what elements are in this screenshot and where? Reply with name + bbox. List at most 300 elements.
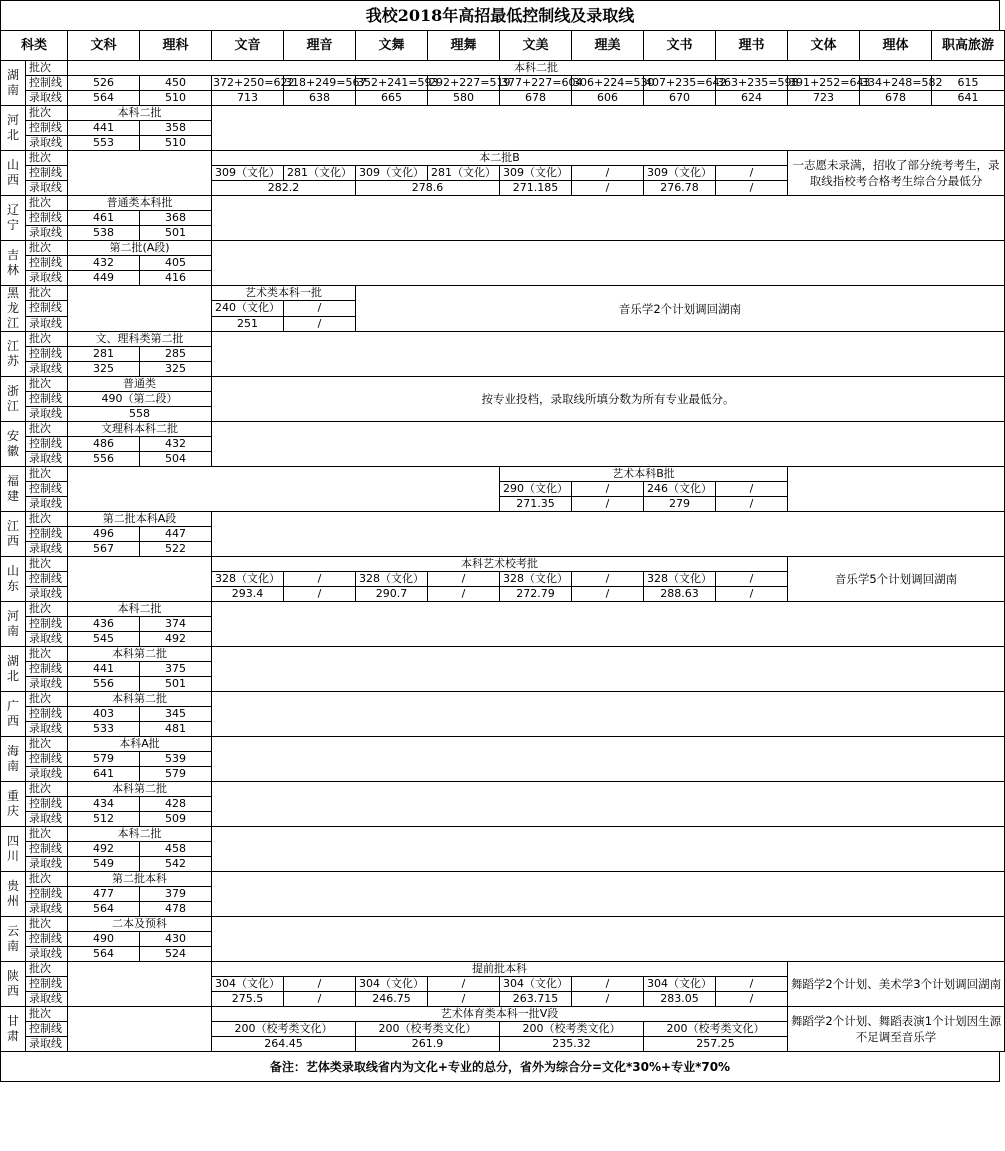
control-cell: 458 (140, 842, 212, 857)
admit-cell: / (284, 587, 356, 602)
control-cell: 377+227=604 (501, 76, 583, 89)
control-cell: 379 (140, 887, 212, 902)
empty-area (212, 692, 1005, 737)
province-name: 甘肃 (1, 1007, 26, 1052)
admit-cell: 512 (68, 812, 140, 827)
province-name: 江西 (1, 512, 26, 557)
control-cell: 290（文化） (500, 482, 572, 497)
admit-cell: 325 (140, 362, 212, 377)
admit-cell: 501 (140, 226, 212, 241)
control-cell: 428 (140, 797, 212, 812)
row-label: 批次 (26, 512, 68, 527)
control-cell: 461 (68, 211, 140, 226)
row-label: 控制线 (26, 392, 68, 407)
admit-cell: 564 (68, 902, 140, 917)
control-cell: 375 (140, 662, 212, 677)
province-name: 黑龙江 (1, 286, 26, 332)
row-label: 批次 (26, 286, 68, 301)
admit-cell: 283.05 (644, 992, 716, 1007)
control-cell: 328（文化） (644, 572, 716, 587)
admit-cell: / (572, 497, 644, 512)
batch-cell: 本科第二批 (68, 782, 212, 797)
admit-cell: 278.6 (356, 181, 500, 196)
province-name: 江苏 (1, 332, 26, 377)
row-label: 控制线 (26, 842, 68, 857)
row-label: 批次 (26, 196, 68, 211)
province-name: 吉林 (1, 241, 26, 286)
batch-cell: 艺术体育类本科一批V段 (212, 1007, 788, 1022)
admit-cell: 556 (68, 677, 140, 692)
row-label: 批次 (26, 962, 68, 977)
row-label: 批次 (26, 602, 68, 617)
control-cell: 526 (68, 76, 140, 91)
footnote: 备注：艺体类录取线省内为文化+专业的总分，省外为综合分=文化*30%+专业*70% (0, 1052, 1000, 1082)
row-label: 批次 (26, 692, 68, 707)
admit-cell: 542 (140, 857, 212, 872)
control-cell: 430 (140, 932, 212, 947)
admit-cell: 524 (140, 947, 212, 962)
header-cell: 文舞 (356, 31, 428, 61)
admit-cell: / (572, 992, 644, 1007)
control-cell: 309（文化） (644, 166, 716, 181)
admit-cell: 272.79 (500, 587, 572, 602)
admit-cell: 261.9 (356, 1037, 500, 1052)
province-batch-row (1, 872, 1005, 887)
header-cell: 理美 (572, 31, 644, 61)
row-label: 批次 (26, 151, 68, 166)
header-cell: 文美 (500, 31, 572, 61)
control-cell: / (716, 166, 788, 181)
empty-area (68, 151, 212, 196)
row-label: 录取线 (26, 992, 68, 1007)
row-label: 录取线 (26, 857, 68, 872)
admit-cell: 271.35 (500, 497, 572, 512)
control-cell: 490 (68, 932, 140, 947)
admit-cell: 567 (68, 542, 140, 557)
admit-cell: 263.715 (500, 992, 572, 1007)
control-cell: 450 (140, 76, 212, 91)
batch-cell: 普通类 (68, 377, 212, 392)
row-label: 录取线 (26, 947, 68, 962)
control-cell: / (572, 482, 644, 497)
province-batch-row (1, 917, 1005, 932)
row-label: 批次 (26, 782, 68, 797)
province-control-row (1, 76, 1005, 91)
empty-area (212, 737, 1005, 782)
row-label: 控制线 (26, 977, 68, 992)
empty-area (212, 241, 1005, 286)
province-name: 河南 (1, 602, 26, 647)
batch-cell: 本科二批 (68, 61, 1005, 76)
row-label: 批次 (26, 422, 68, 437)
header-cell: 理音 (284, 31, 356, 61)
control-cell: 374 (140, 617, 212, 632)
province-name: 云南 (1, 917, 26, 962)
batch-cell: 文、理科类第二批 (68, 332, 212, 347)
admit-cell: 290.7 (356, 587, 428, 602)
row-label: 控制线 (26, 797, 68, 812)
province-batch-row (1, 602, 1005, 617)
row-label: 录取线 (26, 632, 68, 647)
control-cell: 352+241=593 (357, 76, 439, 89)
row-label: 控制线 (26, 527, 68, 542)
province-admit-row (1, 91, 1005, 106)
province-batch-row (1, 286, 1005, 301)
admit-cell: 638 (284, 91, 356, 106)
province-name: 陕西 (1, 962, 26, 1007)
control-cell: 579 (68, 752, 140, 767)
row-label: 录取线 (26, 902, 68, 917)
control-cell: 281（文化） (428, 166, 500, 181)
empty-area (68, 467, 500, 512)
province-batch-row (1, 962, 1005, 977)
control-cell: 368 (140, 211, 212, 226)
province-name: 安徽 (1, 422, 26, 467)
control-cell: 328（文化） (500, 572, 572, 587)
note-cell: 音乐学5个计划调回湖南 (788, 557, 1005, 602)
control-cell: 304（文化） (644, 977, 716, 992)
admit-cell: / (716, 992, 788, 1007)
note-cell: 一志愿未录满，招收了部分统考考生，录取线指校考合格考生综合分最低分 (788, 151, 1005, 196)
province-batch-row (1, 737, 1005, 752)
control-cell: / (716, 572, 788, 587)
header-cell: 理书 (716, 31, 788, 61)
row-label: 控制线 (26, 301, 68, 316)
province-batch-row (1, 1007, 1005, 1022)
header-cell: 职高旅游 (932, 31, 1005, 61)
control-cell: 539 (140, 752, 212, 767)
province-name: 辽宁 (1, 196, 26, 241)
admit-cell: 641 (68, 767, 140, 782)
province-batch-row (1, 106, 1005, 121)
row-label: 控制线 (26, 347, 68, 362)
header-cell: 文体 (788, 31, 860, 61)
header-cell: 理科 (140, 31, 212, 61)
admit-cell: 504 (140, 452, 212, 467)
row-label: 控制线 (26, 121, 68, 136)
control-cell: 490（第二段） (68, 392, 212, 407)
admit-cell: 670 (644, 91, 716, 106)
row-label: 控制线 (26, 617, 68, 632)
province-name: 山西 (1, 151, 26, 196)
admit-cell: 449 (68, 271, 140, 286)
empty-area (212, 782, 1005, 827)
batch-cell: 第二批(A段) (68, 241, 212, 256)
province-name: 湖南 (1, 61, 26, 106)
province-name: 福建 (1, 467, 26, 512)
admit-cell: / (716, 181, 788, 196)
admit-cell: 641 (932, 91, 1005, 106)
note-cell: 按专业投档，录取线所填分数为所有专业最低分。 (212, 377, 1005, 422)
row-label: 批次 (26, 106, 68, 121)
control-cell: 328（文化） (356, 572, 428, 587)
row-label: 批次 (26, 61, 68, 76)
empty-area (788, 467, 1005, 512)
province-name: 浙江 (1, 377, 26, 422)
province-name: 海南 (1, 737, 26, 782)
empty-area (212, 196, 1005, 241)
batch-cell: 普通类本科批 (68, 196, 212, 211)
province-name: 湖北 (1, 647, 26, 692)
batch-cell: 本二批B (212, 151, 788, 166)
admit-cell: / (284, 316, 356, 331)
batch-cell: 艺术本科B批 (500, 467, 788, 482)
row-label: 控制线 (26, 887, 68, 902)
admit-cell: 533 (68, 722, 140, 737)
row-label: 批次 (26, 827, 68, 842)
row-label: 录取线 (26, 542, 68, 557)
control-cell: 309（文化） (500, 166, 572, 181)
province-batch-row (1, 241, 1005, 256)
admit-cell: 580 (428, 91, 500, 106)
control-cell: 304（文化） (356, 977, 428, 992)
control-cell: 441 (68, 121, 140, 136)
admit-cell: 678 (500, 91, 572, 106)
admit-cell: / (572, 587, 644, 602)
admit-cell: 558 (68, 407, 212, 422)
admit-cell: 538 (68, 226, 140, 241)
admit-cell: 556 (68, 452, 140, 467)
control-cell: / (572, 572, 644, 587)
province-name: 四川 (1, 827, 26, 872)
province-batch-row (1, 692, 1005, 707)
admit-cell: 723 (788, 91, 860, 106)
admit-cell: 713 (212, 91, 284, 106)
row-label: 录取线 (26, 271, 68, 286)
batch-cell: 第二批本科A段 (68, 512, 212, 527)
admit-cell: 509 (140, 812, 212, 827)
batch-cell: 本科第二批 (68, 692, 212, 707)
control-cell: 615 (932, 76, 1005, 91)
control-cell: 246（文化） (644, 482, 716, 497)
province-batch-row (1, 422, 1005, 437)
control-cell: 432 (140, 437, 212, 452)
control-cell: 391+252=643 (789, 76, 871, 89)
province-name: 河北 (1, 106, 26, 151)
admit-cell: 492 (140, 632, 212, 647)
admit-cell: 293.4 (212, 587, 284, 602)
row-label: 控制线 (26, 662, 68, 677)
control-cell: 496 (68, 527, 140, 542)
note-cell: 舞蹈学2个计划、舞蹈表演1个计划因生源不足调至音乐学 (788, 1007, 1005, 1052)
admit-cell: 481 (140, 722, 212, 737)
control-cell: 240（文化） (212, 301, 284, 316)
control-cell: 309（文化） (212, 166, 284, 181)
admit-cell: 282.2 (212, 181, 356, 196)
province-batch-row (1, 557, 1005, 572)
control-cell: / (572, 166, 644, 181)
note-cell: 舞蹈学2个计划、美术学3个计划调回湖南 (788, 962, 1005, 1007)
admit-cell: 606 (572, 91, 644, 106)
header-cell: 理舞 (428, 31, 500, 61)
row-label: 录取线 (26, 136, 68, 151)
control-cell: 486 (68, 437, 140, 452)
empty-area (212, 647, 1005, 692)
row-label: 控制线 (26, 166, 68, 181)
control-cell: 285 (140, 347, 212, 362)
score-table (0, 30, 1005, 1052)
admit-cell: 624 (716, 91, 788, 106)
control-cell: 200（校考类文化） (212, 1022, 356, 1037)
row-label: 录取线 (26, 452, 68, 467)
row-label: 控制线 (26, 482, 68, 497)
row-label: 批次 (26, 917, 68, 932)
batch-cell: 本科二批 (68, 602, 212, 617)
row-label: 录取线 (26, 226, 68, 241)
row-label: 录取线 (26, 91, 68, 106)
row-label: 批次 (26, 1007, 68, 1022)
empty-area (212, 332, 1005, 377)
admit-cell: 564 (68, 947, 140, 962)
admit-cell: 510 (140, 91, 212, 106)
empty-area (68, 286, 212, 332)
control-cell: 200（校考类文化） (644, 1022, 788, 1037)
control-cell: / (716, 977, 788, 992)
batch-cell: 本科二批 (68, 827, 212, 842)
control-cell: 477 (68, 887, 140, 902)
row-label: 批次 (26, 377, 68, 392)
row-label: 控制线 (26, 76, 68, 91)
province-name: 贵州 (1, 872, 26, 917)
row-label: 批次 (26, 332, 68, 347)
row-label: 录取线 (26, 812, 68, 827)
control-cell: 200（校考类文化） (356, 1022, 500, 1037)
row-label: 控制线 (26, 211, 68, 226)
province-name: 山东 (1, 557, 26, 602)
admit-cell: 235.32 (500, 1037, 644, 1052)
batch-cell: 本科A批 (68, 737, 212, 752)
province-batch-row (1, 782, 1005, 797)
admit-cell: / (428, 992, 500, 1007)
control-cell: 405 (140, 256, 212, 271)
header-cell: 理体 (860, 31, 932, 61)
admit-cell: 564 (68, 91, 140, 106)
admit-cell: 545 (68, 632, 140, 647)
empty-area (212, 106, 1005, 151)
batch-cell: 本科二批 (68, 106, 212, 121)
batch-cell: 本科第二批 (68, 647, 212, 662)
control-cell: 281 (68, 347, 140, 362)
row-label: 录取线 (26, 587, 68, 602)
empty-area (212, 917, 1005, 962)
control-cell: 334+248=582 (861, 76, 943, 89)
admit-cell: 522 (140, 542, 212, 557)
header-cell: 科类 (1, 31, 68, 61)
admit-cell: 264.45 (212, 1037, 356, 1052)
control-cell: 363+235=598 (717, 76, 799, 89)
control-cell: 432 (68, 256, 140, 271)
row-label: 录取线 (26, 722, 68, 737)
empty-area (212, 512, 1005, 557)
admit-cell: 276.78 (644, 181, 716, 196)
admit-cell: 257.25 (644, 1037, 788, 1052)
admit-cell: 288.63 (644, 587, 716, 602)
province-batch-row (1, 332, 1005, 347)
row-label: 批次 (26, 647, 68, 662)
row-label: 控制线 (26, 707, 68, 722)
note-cell: 音乐学2个计划调回湖南 (356, 286, 1005, 332)
admit-cell: 279 (644, 497, 716, 512)
header-row (1, 31, 1005, 61)
admit-cell: 478 (140, 902, 212, 917)
province-batch-row (1, 647, 1005, 662)
control-cell: 436 (68, 617, 140, 632)
row-label: 录取线 (26, 362, 68, 377)
admit-cell: / (716, 497, 788, 512)
admit-cell: 501 (140, 677, 212, 692)
page-title: 我校2018年高招最低控制线及录取线 (0, 0, 1000, 30)
province-name: 广西 (1, 692, 26, 737)
row-label: 录取线 (26, 1037, 68, 1052)
control-cell: 407+235=642 (645, 76, 727, 89)
admit-cell: 271.185 (500, 181, 572, 196)
province-batch-row (1, 512, 1005, 527)
admit-cell: / (716, 587, 788, 602)
control-cell: 447 (140, 527, 212, 542)
province-batch-row (1, 61, 1005, 76)
admit-cell: 325 (68, 362, 140, 377)
province-name: 重庆 (1, 782, 26, 827)
control-cell: / (428, 977, 500, 992)
control-cell: 292+227=519 (429, 76, 511, 89)
admit-cell: 579 (140, 767, 212, 782)
control-cell: 434 (68, 797, 140, 812)
header-cell: 文书 (644, 31, 716, 61)
row-label: 控制线 (26, 1022, 68, 1037)
admit-cell: / (284, 992, 356, 1007)
batch-cell: 二本及预科 (68, 917, 212, 932)
empty-area (212, 872, 1005, 917)
row-label: 批次 (26, 467, 68, 482)
row-label: 控制线 (26, 752, 68, 767)
control-cell: 372+250=622 (213, 76, 295, 89)
batch-cell: 艺术类本科一批 (212, 286, 356, 301)
row-label: 批次 (26, 737, 68, 752)
control-cell: 306+224=530 (573, 76, 655, 89)
admit-cell: 416 (140, 271, 212, 286)
empty-area (212, 827, 1005, 872)
header-cell: 文科 (68, 31, 140, 61)
row-label: 录取线 (26, 316, 68, 331)
control-cell: / (428, 572, 500, 587)
province-batch-row (1, 467, 1005, 482)
control-cell: / (284, 301, 356, 316)
province-batch-row (1, 151, 1005, 166)
control-cell: / (284, 572, 356, 587)
empty-area (212, 602, 1005, 647)
province-batch-row (1, 827, 1005, 842)
row-label: 录取线 (26, 497, 68, 512)
row-label: 控制线 (26, 932, 68, 947)
admit-cell: / (428, 587, 500, 602)
admit-cell: 553 (68, 136, 140, 151)
control-cell: / (716, 482, 788, 497)
control-cell: 309（文化） (356, 166, 428, 181)
control-cell: 358 (140, 121, 212, 136)
admit-cell: 510 (140, 136, 212, 151)
control-cell: 345 (140, 707, 212, 722)
control-cell: 492 (68, 842, 140, 857)
row-label: 控制线 (26, 437, 68, 452)
admit-cell: 665 (356, 91, 428, 106)
empty-area (68, 557, 212, 602)
empty-area (68, 962, 212, 1007)
row-label: 录取线 (26, 181, 68, 196)
row-label: 控制线 (26, 572, 68, 587)
row-label: 控制线 (26, 256, 68, 271)
batch-cell: 第二批本科 (68, 872, 212, 887)
admit-cell: / (572, 181, 644, 196)
